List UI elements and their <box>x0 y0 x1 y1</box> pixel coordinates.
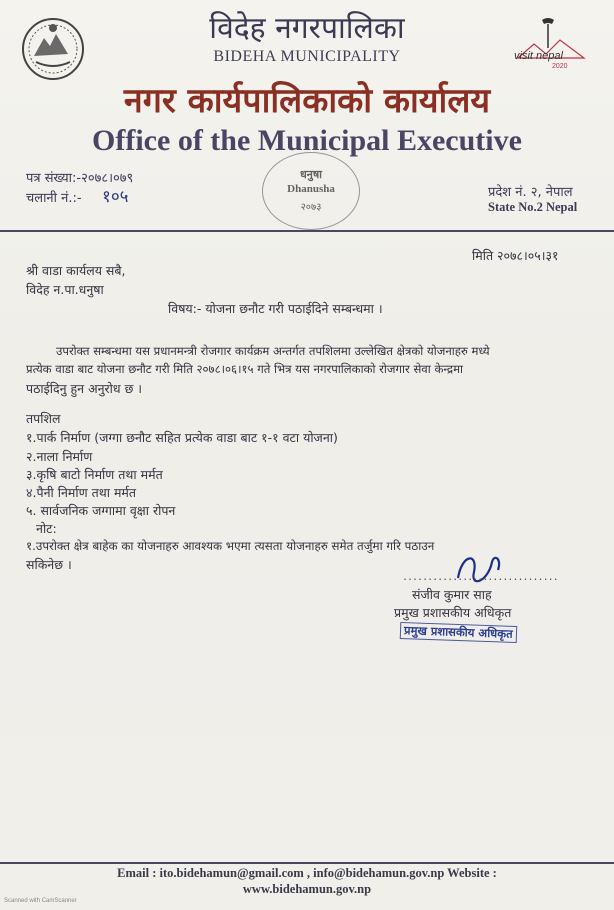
province-nepali: प्रदेश नं. २, नेपाल <box>488 185 573 200</box>
list-item: ३.कृषि बाटो निर्माण तथा मर्मत <box>26 467 163 482</box>
note-line-1: १.उपरोक्त क्षेत्र बाहेक का योजनाहरु आवश्यक भएमा त्यसता योजनाहरु समेत तर्जुमा गरि पठाउन <box>26 539 435 553</box>
visit-nepal-text: visit nepal <box>514 50 563 62</box>
dispatch-label: चलानी नं.:- <box>26 191 82 206</box>
office-title-english: Office of the Municipal Executive <box>92 124 522 157</box>
stamp-year: २०७३ <box>300 202 322 213</box>
header-divider <box>0 230 614 232</box>
recipient-line-2: विदेह न.पा.धनुषा <box>26 282 104 297</box>
signatory-designation: प्रमुख प्रशासकीय अधिकृत <box>394 605 512 620</box>
note-line-2: सकिनेछ । <box>26 557 72 572</box>
signatory-name: संजीव कुमार साह <box>412 587 492 602</box>
signature-dots: ............................... <box>402 572 558 583</box>
list-heading: तपशिल <box>26 411 61 426</box>
recipient-line-1: श्री वाडा कार्यलय सबै, <box>26 263 126 278</box>
footer-website: www.bidehamun.gov.np <box>242 882 372 896</box>
body-paragraph-line-3: पठाईदिनु हुन अनुरोध छ । <box>26 381 143 396</box>
province-english: State No.2 Nepal <box>488 200 578 214</box>
list-item: १.पार्क निर्माण (जग्गा छनौट सहित प्रत्येक वाडा बाट १-१ वटा योजना) <box>26 430 338 445</box>
letter-number: पत्र संख्या:-२०७८।०७९ <box>26 171 134 186</box>
note-label: नोट: <box>36 521 57 536</box>
body-paragraph-line-1: उपरोक्त सम्बन्धमा यस प्रधानमन्त्री रोजगार कार्यक्रम अन्तर्गत तपशिलमा उल्लेखित क्षेत्रको योजनाहरु मध्ये <box>56 344 490 358</box>
body-paragraph-line-2: प्रत्येक वाडा बाट योजना छनौट गरी मिति २०७८।०६।१५ गते भित्र यस नगरपालिकाको रोजगार सेवा केन्द्रमा <box>26 362 464 376</box>
letter-date: मिति २०७८।०५।३१ <box>472 248 559 263</box>
list-item: २.नाला निर्माण <box>26 449 93 464</box>
list-item: ४.पैनी निर्माण तथा मर्मत <box>26 485 137 500</box>
municipality-title-nepali: विदेह नगरपालिका <box>209 11 405 46</box>
list-item: ५. सार्वजनिक जग्गामा वृक्षा रोपन <box>26 503 176 518</box>
visit-nepal-year: 2020 <box>552 63 568 70</box>
footer-email-line: Email : ito.bidehamun@gmail.com , info@bidehamun.gov.np Website : <box>117 866 497 880</box>
letter-subject: विषय:- योजना छनौट गरी पठाईदिने सम्बन्धमा । <box>168 301 383 316</box>
scanner-watermark: Scanned with CamScanner <box>4 898 77 904</box>
stamp-district: धनुषा <box>299 168 323 181</box>
footer-divider <box>0 862 614 864</box>
municipality-title-english: BIDEHA MUNICIPALITY <box>213 48 401 65</box>
designation-stamp: प्रमुख प्रशासकीय अधिकृत <box>400 622 517 643</box>
dispatch-number: १०५ <box>102 187 129 207</box>
stamp-district-english: Dhanusha <box>287 183 335 195</box>
office-title-nepali: नगर कार्यपालिकाको कार्यालय <box>123 81 491 121</box>
round-stamp <box>262 152 360 230</box>
